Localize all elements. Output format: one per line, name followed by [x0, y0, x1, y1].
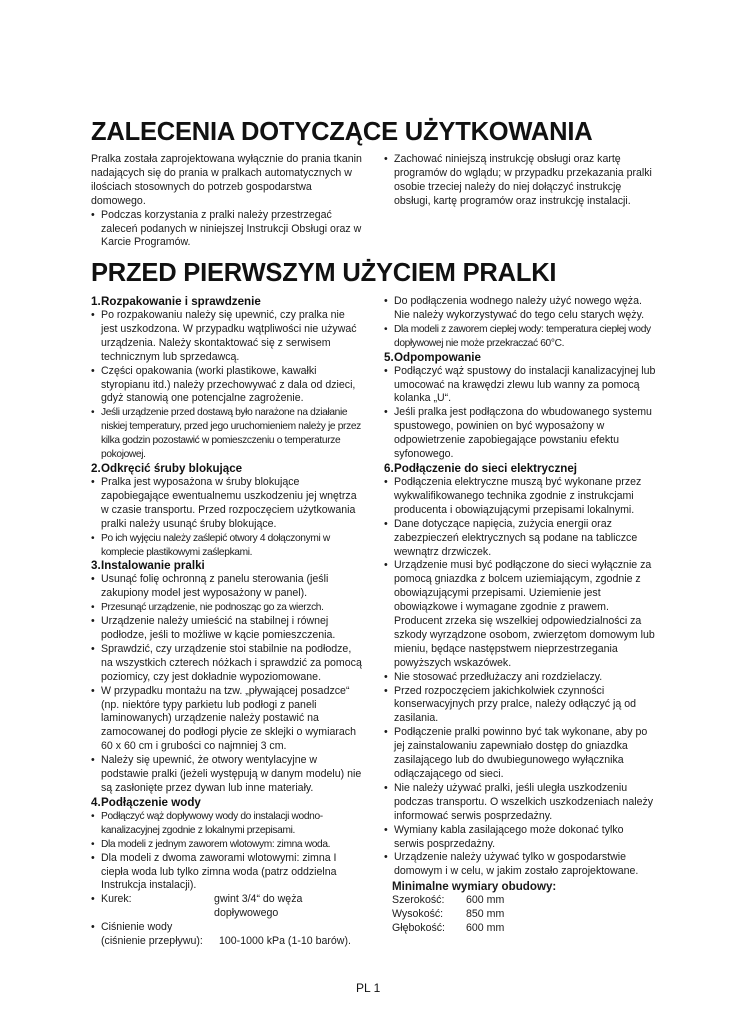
section-number: 2.: [91, 461, 101, 475]
section-list-drainage: [384, 365, 656, 462]
list-item: • Urządzenie należy używać tylko w gospodarstwie domowym i w celu, w jakim zostało zaprojektowane.: [384, 851, 656, 879]
section-number: 4.: [91, 795, 101, 809]
list-item: • Dane dotyczące napięcia, zużycia energii oraz zabezpieczeń elektrycznych są podane na tabliczce wewnątrz drzwiczek.: [384, 518, 656, 560]
dimension-value: 600 mm: [466, 894, 505, 907]
list-item: • Nie stosować przedłużaczy ani rozdzielaczy.: [384, 671, 656, 685]
section-list-electrical: [384, 476, 656, 879]
recommendations-left-list: [91, 209, 363, 251]
instructions-right-column: [384, 295, 656, 936]
spec-row-tap: [101, 893, 363, 921]
recommendations-right-column: [384, 153, 656, 209]
recommendations-left-column: [91, 153, 363, 250]
list-item: • Urządzenie należy umieścić na stabilnej i równej podłodze, jeśli to możliwe w kącie pomieszczenia.: [91, 615, 363, 643]
section-heading-unpacking: [91, 295, 363, 309]
list-item: • Przed rozpoczęciem jakichkolwiek czynności konserwacyjnych przy pralce, należy odłączyć ją od zasilania.: [384, 685, 656, 727]
list-item: • Podłączyć wąż spustowy do instalacji kanalizacyjnej lub umocować na krawędzi zlewu lub wanny za pomocą kolanka „U“.: [384, 365, 656, 407]
list-item: • Podczas korzystania z pralki należy przestrzegać zaleceń podanych w niniejszej Instrukcji Obsługi oraz w Karcie Programów.: [91, 209, 363, 251]
section-title: Rozpakowanie i sprawdzenie: [101, 295, 261, 308]
instructions-left-column: [91, 295, 363, 949]
section-number: 1.: [91, 295, 101, 308]
section-title: Odpompowanie: [394, 350, 481, 364]
recommendations-right-list: [384, 153, 656, 209]
dimension-label: Wysokość:: [392, 908, 444, 921]
section-heading-water-connection: [91, 796, 363, 810]
dimension-value: 600 mm: [466, 921, 505, 934]
list-item: • Zachować niniejszą instrukcję obsługi oraz kartę programów do wglądu; w przypadku przekazania pralki osobie trzeciej należy do niej dołączyć instrukcję obsługi, kartę programów oraz instrukcję instalacji.: [384, 153, 656, 209]
section-title: Odkręcić śruby blokujące: [101, 461, 243, 475]
section-list-installation: [91, 573, 363, 796]
section-list-transport-bolts: [91, 476, 363, 559]
section-heading-drainage: [384, 351, 656, 365]
spec-value: gwint 3/4“ do węża dopływowego: [214, 893, 303, 920]
section-number: 5.: [384, 350, 394, 364]
list-item: • W przypadku montażu na tzw. „pływającej posadzce“ (np. niektóre typy parkietu lub podłogi z paneli laminowanych) urządzenie należy postawić na zamocowanej do podłogi płycie ze sklejki o wymiarach 60 x 60 cm i grubości co najmniej 3 cm.: [91, 685, 363, 755]
list-item: • Wymiany kabla zasilającego może dokonać tylko serwis posprzedażny.: [384, 824, 656, 852]
dimensions-title: Minimalne wymiary obudowy:: [392, 880, 557, 894]
list-item: • Części opakowania (worki plastikowe, kawałki styropianu itd.) należy przechowywać z dala od dzieci, gdyż stanowią one potencjalne zagrożenie.: [91, 365, 363, 407]
list-item: • Podłączenia elektryczne muszą być wykonane przez wykwalifikowanego technika zgodnie z instrukcjami producenta i obowiązującymi przepisami lokalnymi.: [384, 476, 656, 518]
list-item: • Należy się upewnić, że otwory wentylacyjne w podstawie pralki (jeżeli występują w danym modelu) nie są zasłonięte przez dywan lub inne materiały.: [91, 754, 363, 796]
dimension-value: 850 mm: [466, 908, 505, 921]
list-item: • Dla modeli z zaworem ciepłej wody: temperatura ciepłej wody dopływowej nie może przekraczać 60°C.: [384, 323, 656, 351]
list-item: • Jeśli urządzenie przed dostawą było narażone na działanie niskiej temperatury, przed jego uruchomieniem należy je przez kilka godzin pozostawić w pomieszczeniu o temperaturze pokojowej.: [91, 406, 363, 462]
section-list-unpacking: [91, 309, 363, 462]
section-number: 3.: [91, 559, 101, 573]
section-title: Podłączenie do sieci elektrycznej: [394, 461, 578, 475]
section-heading-transport-bolts: [91, 462, 363, 476]
dimension-label: Głębokość:: [392, 921, 445, 934]
list-item: • Pralka jest wyposażona w śruby blokujące zapobiegające ewentualnemu uszkodzeniu jej wnętrza w czasie transportu. Przed rozpoczęciem użytkowania pralki należy usunąć śruby blokujące.: [91, 476, 363, 532]
section-title: Instalowanie pralki: [101, 559, 205, 573]
list-item: • Dla modeli z dwoma zaworami wlotowymi: zimna I ciepła woda lub tylko zimna woda (patrz oddzielna Instrukcja instalacji).: [91, 852, 363, 894]
spec-label: • Kurek:: [101, 893, 132, 906]
list-item: • Podłączyć wąż dopływowy wody do instalacji wodno-kanalizacyjnej zgodnie z lokalnymi przepisami.: [91, 810, 363, 838]
spec-label: • Ciśnienie wody: [101, 921, 173, 934]
list-item: [91, 893, 363, 921]
section-heading-installation: [91, 559, 363, 573]
list-item: • Dla modeli z jednym zaworem wlotowym: zimna woda.: [91, 838, 363, 852]
list-item: [91, 921, 363, 949]
list-item: • Podłączenie pralki powinno być tak wykonane, aby po jej zainstalowaniu zapewniało dostęp do gniazdka zasilającego lub do dwubiegunowego wyłącznika odłączającego od sieci.: [384, 726, 656, 782]
spec-value: 100-1000 kPa (1-10 barów).: [219, 935, 351, 948]
section-list-water-connection-cont: [384, 295, 656, 351]
section-heading-electrical: [384, 462, 656, 476]
dimension-row-width: [384, 894, 656, 908]
list-item: • Urządzenie musi być podłączone do sieci wyłącznie za pomocą gniazdka z bolcem uziemiającym, zgodnie z obowiązującymi przepisami. Uziemienie jest obowiązkowe i wymagane zgodnie z prawem. Producent zrzeka się wszelkiej odpowiedzialności za szkody wyrządzone osobom, zwierzętom domowym lub mieniu, będące następstwem nieprzestrzegania powyższych wskazówek.: [384, 559, 656, 670]
list-item: • Nie należy używać pralki, jeśli uległa uszkodzeniu podczas transportu. O wszelkich uszkodzeniach należy informować serwis posprzedażny.: [384, 782, 656, 824]
list-item: • Jeśli pralka jest podłączona do wbudowanego systemu spustowego, powinien on być wyposażony w odpowietrzenie zapobiegające powstaniu efektu syfonowego.: [384, 406, 656, 462]
list-item: • Po rozpakowaniu należy się upewnić, czy pralka nie jest uszkodzona. W przypadku wątpliwości nie używać urządzenia. Należy skontaktować się z serwisem technicznym lub sprzedawcą.: [91, 309, 363, 365]
list-item: • Sprawdzić, czy urządzenie stoi stabilnie na podłodze, na wszystkich czterech nóżkach i sprawdzić za pomocą poziomicy, czy jest dokładnie wypoziomowane.: [91, 643, 363, 685]
section-title: Podłączenie wody: [101, 795, 201, 809]
dimension-row-depth: [384, 922, 656, 936]
spec-row-pressure: [101, 935, 363, 949]
dimension-row-height: [384, 908, 656, 922]
dimension-label: Szerokość:: [392, 894, 445, 907]
list-item: • Przesunąć urządzenie, nie podnosząc go za wierzch.: [91, 601, 363, 615]
page-number: PL 1: [356, 981, 381, 995]
list-item: • Po ich wyjęciu należy zaślepić otwory 4 dołączonymi w komplecie plastikowymi zaślepkami.: [91, 532, 363, 560]
section-number: 6.: [384, 461, 394, 475]
recommendations-intro: Pralka została zaprojektowana wyłącznie do prania tkanin nadających się do prania w pralkach automatycznych w ilościach stosownych do potrzeb gospodarstwa domowego.: [91, 153, 362, 207]
before-first-use-title: PRZED PIERWSZYM UŻYCIEM PRALKI: [91, 259, 557, 287]
section-list-water-connection: [91, 810, 363, 949]
spec-label: (ciśnienie przepływu):: [101, 935, 203, 948]
list-item: • Do podłączenia wodnego należy użyć nowego węża. Nie należy wykorzystywać do tego celu starych węży.: [384, 295, 656, 323]
recommendations-title: ZALECENIA DOTYCZĄCE UŻYTKOWANIA: [91, 118, 593, 146]
list-item: • Usunąć folię ochronną z panelu sterowania (jeśli zakupiony model jest wyposażony w panel).: [91, 573, 363, 601]
